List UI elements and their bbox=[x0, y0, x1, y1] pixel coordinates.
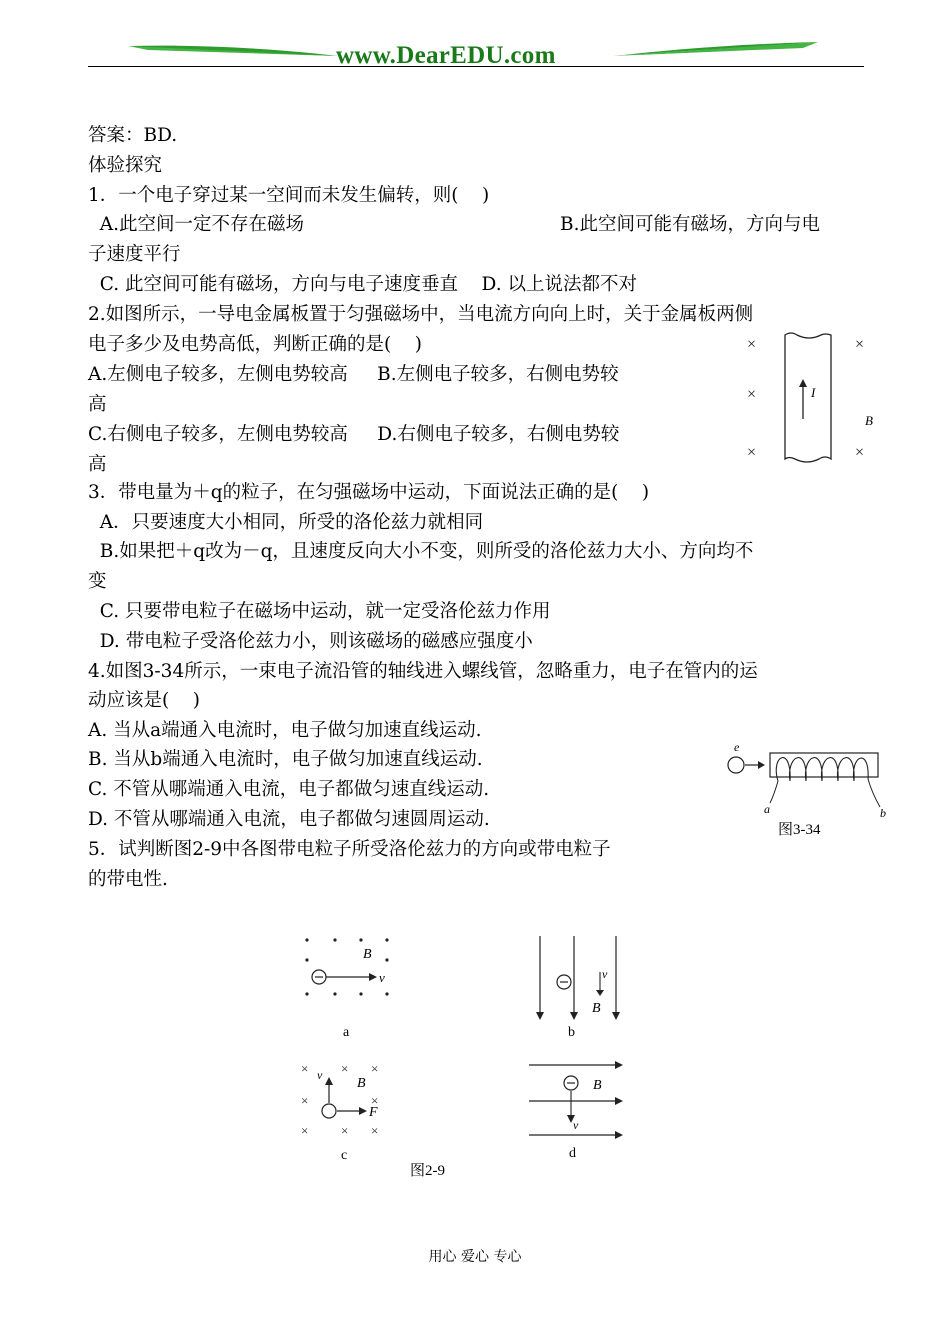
q1-options-cd: C. 此空间可能有磁场，方向与电子速度垂直 D. 以上说法都不对 bbox=[88, 274, 637, 295]
site-logo[interactable]: www.DearEDU.com bbox=[336, 42, 556, 69]
q3-stem: 3．带电量为＋q的粒子，在匀强磁场中运动，下面说法正确的是( ) bbox=[88, 482, 650, 503]
electron-symbol bbox=[728, 757, 744, 773]
q2-options-ab-cont: 高 bbox=[88, 394, 107, 415]
q5-stem: 5．试判断图2-9中各图带电粒子所受洛伦兹力的方向或带电粒子 bbox=[88, 839, 611, 860]
solenoid-tube bbox=[770, 753, 878, 777]
q2-options-cd: C.右侧电子较多，左侧电势较高 D.右侧电子较多，右侧电势较 bbox=[88, 424, 620, 445]
q4-stem: 4.如图3-34所示，一束电子流沿管的轴线进入螺线管，忽略重力，电子在管内的运 bbox=[88, 661, 758, 682]
q3-option-b-cont: 变 bbox=[88, 571, 107, 592]
field-label: B bbox=[593, 1078, 602, 1093]
velocity-label: v bbox=[602, 967, 608, 981]
q3-option-d: D. 带电粒子受洛伦兹力小，则该磁场的磁感应强度小 bbox=[88, 631, 533, 652]
q2-stem-cont: 电子多少及电势高低，判断正确的是( ) bbox=[88, 334, 422, 355]
particle bbox=[322, 1104, 336, 1118]
q2-options-cd-cont: 高 bbox=[88, 454, 107, 475]
q3-option-b: B.如果把＋q改为－q，且速度反向大小不变，则所受的洛伦兹力大小、方向均不 bbox=[88, 541, 754, 562]
fig29-caption: 图2-9 bbox=[410, 1163, 445, 1179]
q4-stem-cont: 动应该是( ) bbox=[88, 690, 200, 711]
end-b-label: b bbox=[880, 806, 886, 820]
q1-option-b: B.此空间可能有磁场，方向与电 bbox=[560, 214, 820, 235]
svg-text:×: × bbox=[301, 1123, 309, 1138]
field-cross: × bbox=[747, 444, 757, 461]
q2-stem: 2.如图所示，一导电金属板置于匀强磁场中，当电流方向向上时，关于金属板两侧 bbox=[88, 304, 754, 325]
q4-option-c: C. 不管从哪端通入电流，电子都做匀速直线运动. bbox=[88, 779, 490, 800]
panel-label: a bbox=[343, 1025, 350, 1040]
svg-text:×: × bbox=[341, 1061, 349, 1076]
q5-stem-cont: 的带电性. bbox=[88, 869, 168, 890]
svg-text:×: × bbox=[341, 1123, 349, 1138]
solenoid-caption: 图3-34 bbox=[778, 822, 821, 838]
solenoid-coil bbox=[776, 758, 868, 781]
current-label: I bbox=[811, 385, 816, 400]
velocity-label: v bbox=[317, 1068, 323, 1082]
field-cross: × bbox=[855, 336, 865, 353]
q1-option-b-cont: 子速度平行 bbox=[88, 244, 181, 265]
velocity-label: v bbox=[379, 970, 385, 985]
svg-text:×: × bbox=[371, 1123, 379, 1138]
panel-label: c bbox=[341, 1148, 348, 1163]
field-label: B bbox=[592, 1001, 601, 1016]
field-label: B bbox=[865, 413, 873, 428]
field-cross: × bbox=[747, 386, 757, 403]
fig29-panel-a bbox=[295, 932, 405, 1042]
svg-text:×: × bbox=[371, 1061, 379, 1076]
q4-option-b: B. 当从b端通入电流时，电子做匀加速直线运动. bbox=[88, 749, 483, 770]
end-a-label: a bbox=[764, 802, 770, 816]
q1-stem: 1．一个电子穿过某一空间而未发生偏转，则( ) bbox=[88, 185, 490, 206]
q1-option-a: A.此空间一定不存在磁场 bbox=[88, 214, 305, 235]
field-cross: × bbox=[747, 336, 757, 353]
fig29-panel-b bbox=[530, 932, 640, 1042]
field-label: B bbox=[357, 1076, 366, 1091]
panel-label: b bbox=[568, 1025, 575, 1040]
section-title: 体验探究 bbox=[88, 155, 163, 176]
header-rule bbox=[88, 66, 864, 67]
panel-label: d bbox=[569, 1146, 576, 1161]
footer-slogan: 用心 爱心 专心 bbox=[428, 1249, 522, 1265]
q4-option-a: A. 当从a端通入电流时，电子做匀加速直线运动. bbox=[88, 720, 482, 741]
svg-text:×: × bbox=[301, 1093, 309, 1108]
svg-text:×: × bbox=[301, 1061, 309, 1076]
answer-line: 答案：BD. bbox=[88, 125, 178, 146]
field-cross: × bbox=[855, 444, 865, 461]
fig29-panel-d bbox=[525, 1055, 635, 1165]
force-label: F bbox=[369, 1105, 378, 1120]
fig29-panel-c bbox=[295, 1055, 405, 1165]
q3-option-a: A．只要速度大小相同，所受的洛伦兹力就相同 bbox=[88, 512, 484, 533]
velocity-label: v bbox=[573, 1118, 579, 1132]
electron-label: e bbox=[734, 740, 740, 754]
metal-plate-figure bbox=[735, 325, 890, 475]
q2-options-ab: A.左侧电子较多，左侧电势较高 B.左侧电子较多，右侧电势较 bbox=[88, 364, 619, 385]
svg-text:×: × bbox=[371, 1093, 379, 1108]
q4-option-d: D. 不管从哪端通入电流，电子都做匀速圆周运动. bbox=[88, 809, 490, 830]
field-label: B bbox=[363, 947, 372, 962]
q3-option-c: C. 只要带电粒子在磁场中运动，就一定受洛伦兹力作用 bbox=[88, 601, 551, 622]
